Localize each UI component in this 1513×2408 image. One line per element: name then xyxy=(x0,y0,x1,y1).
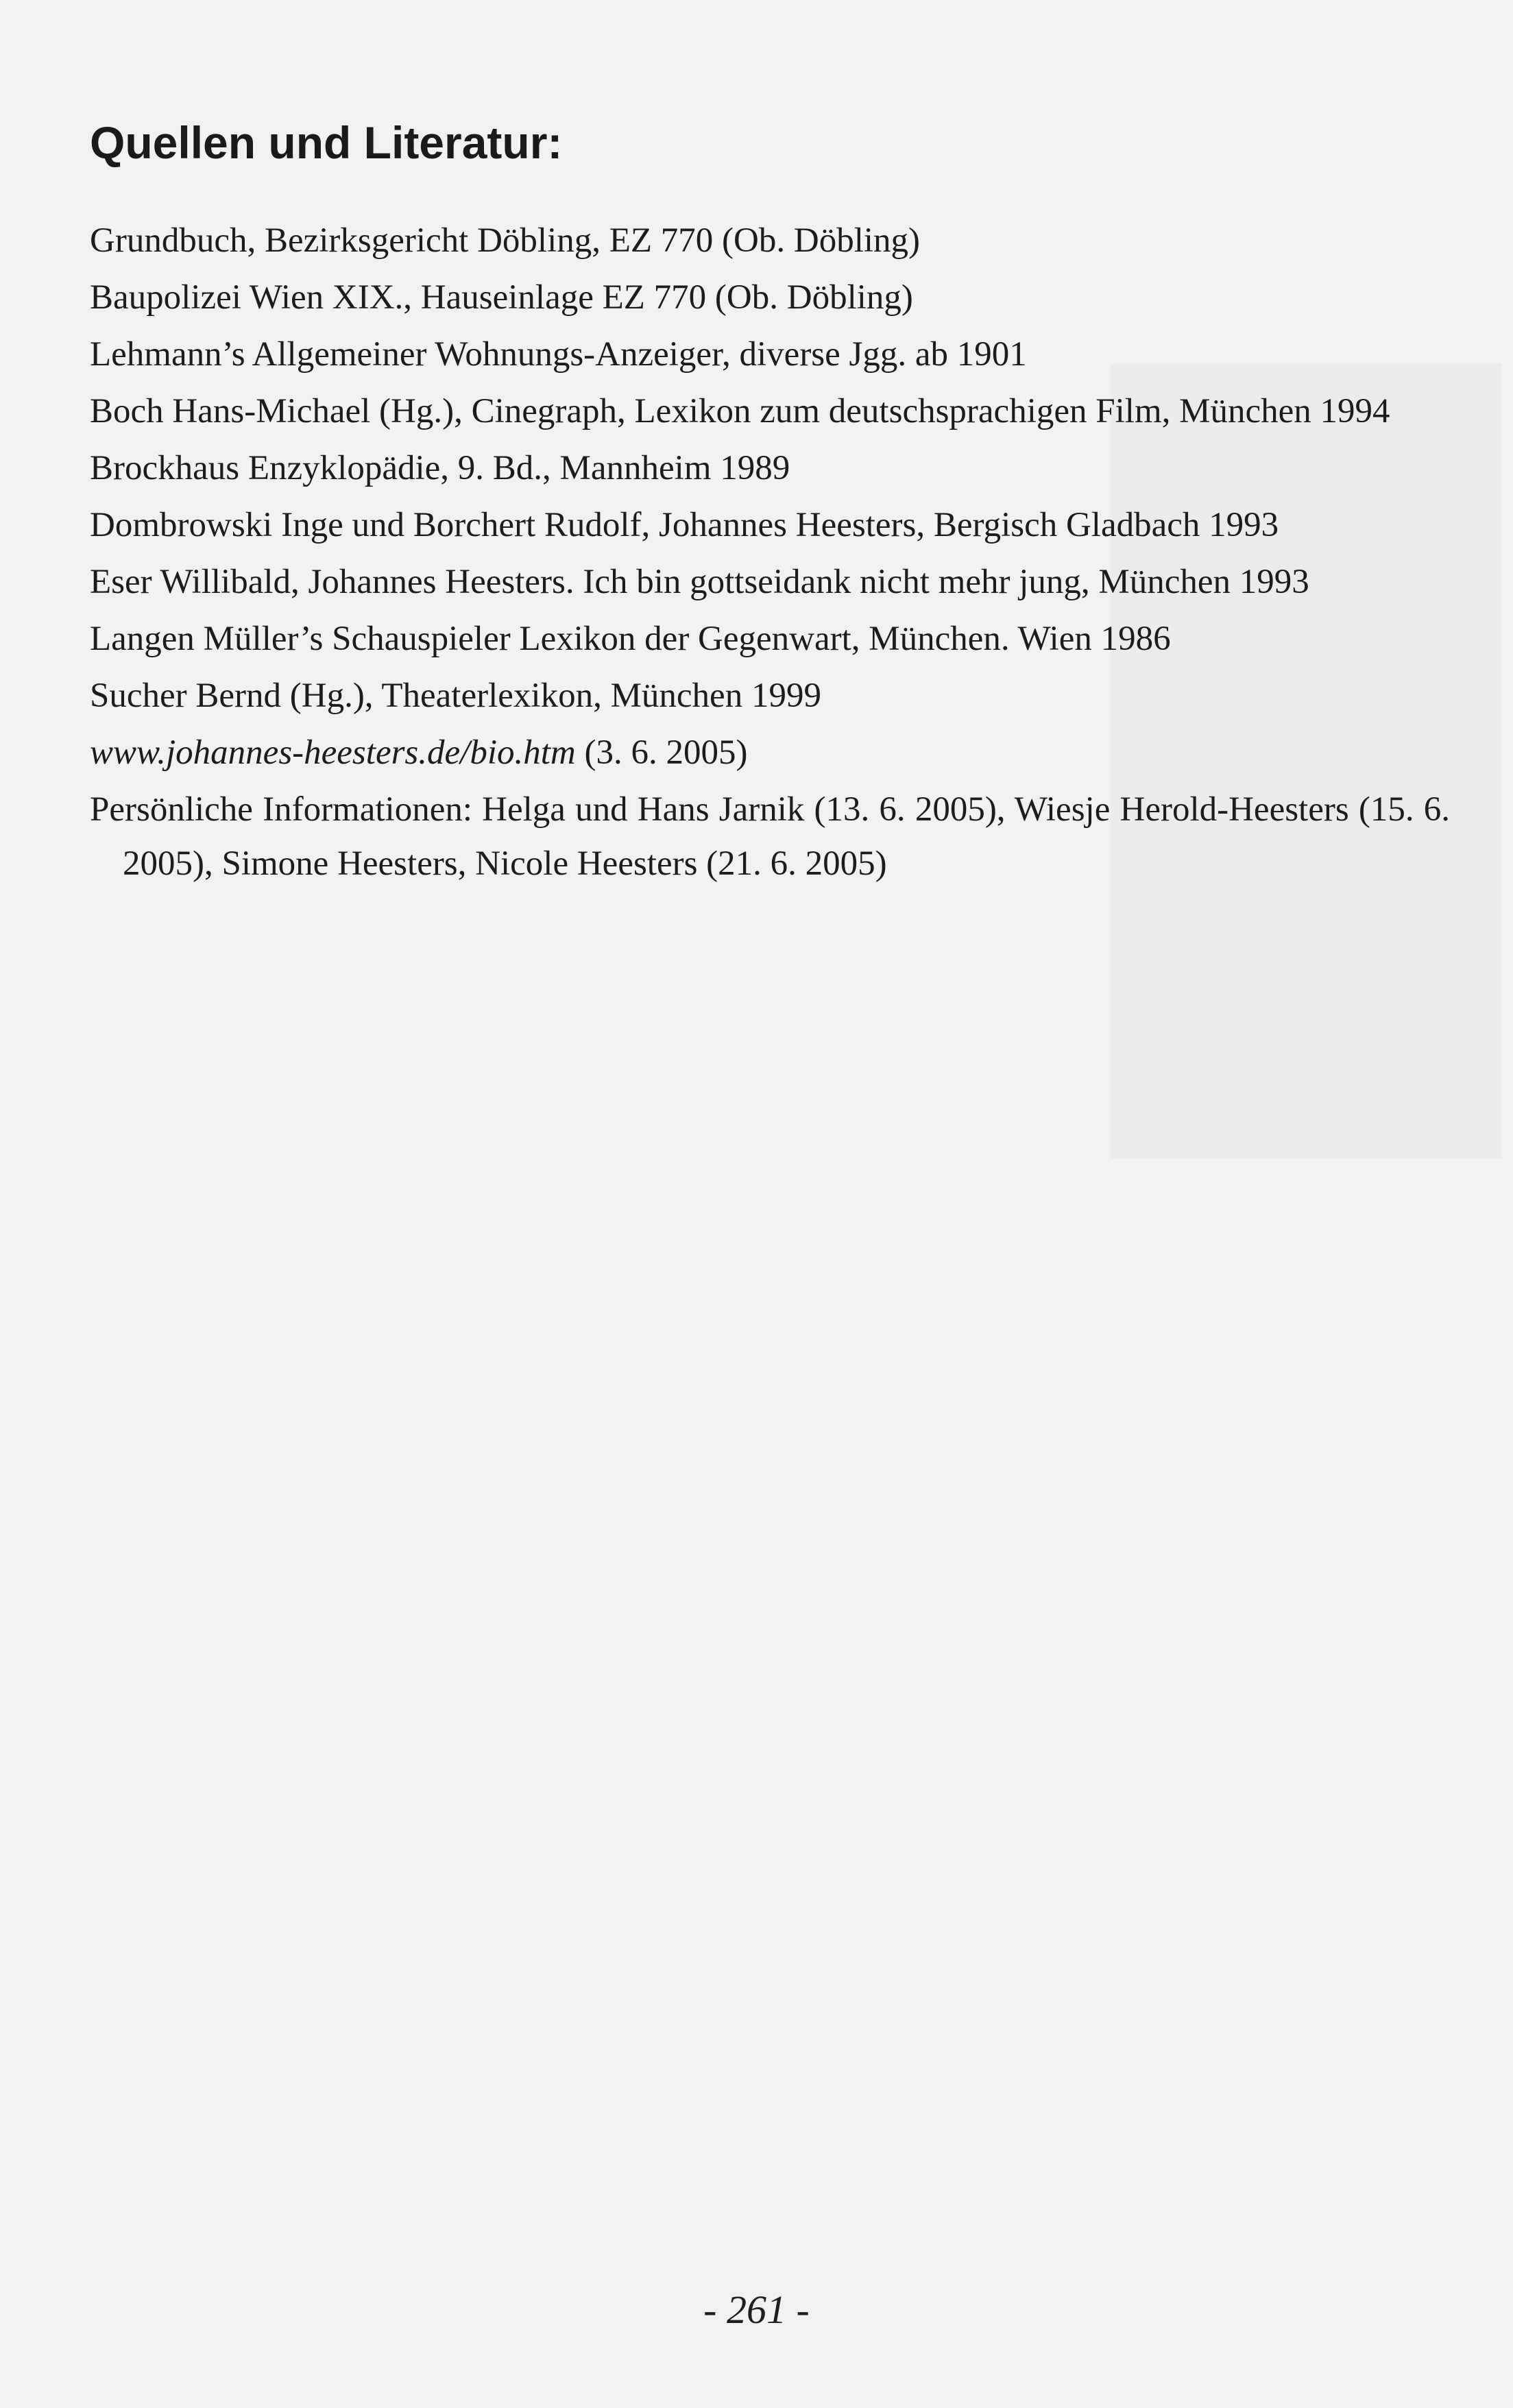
reference-entry xyxy=(90,555,1450,609)
reference-text: Brockhaus Enzyklopädie, 9. Bd., Mannheim 1989 xyxy=(90,449,790,487)
reference-entry xyxy=(90,385,1450,439)
reference-entry xyxy=(90,612,1450,666)
reference-access-date: (3. 6. 2005) xyxy=(575,733,748,772)
reference-text: Sucher Bernd (Hg.), Theaterlexikon, München 1999 xyxy=(90,677,821,715)
reference-text: Grundbuch, Bezirksgericht Döbling, EZ 770 (Ob. Döbling) xyxy=(90,221,921,260)
reference-list xyxy=(90,214,1450,894)
section-heading: Quellen und Literatur: xyxy=(90,117,563,168)
reference-entry xyxy=(90,328,1450,382)
reference-entry xyxy=(90,498,1450,552)
reference-entry xyxy=(90,214,1450,268)
reference-entry xyxy=(90,441,1450,496)
reference-entry xyxy=(90,271,1450,325)
reference-text: Dombrowski Inge und Borchert Rudolf, Johannes Heesters, Bergisch Gladbach 1993 xyxy=(90,506,1279,544)
page-number: - 261 - xyxy=(703,2287,810,2332)
reference-text: Persönliche Informationen: Helga und Hans Jarnik (13. 6. 2005), Wiesje Herold-Heesters (15. 6. 2005), Simone Heesters, Nicole Heesters (21. 6. 2005) xyxy=(90,790,1450,883)
reference-text: Eser Willibald, Johannes Heesters. Ich bin gottseidank nicht mehr jung, München 1993 xyxy=(90,563,1309,601)
reference-entry-web xyxy=(90,726,1450,780)
reference-text: Langen Müller’s Schauspieler Lexikon der Gegenwart, München. Wien 1986 xyxy=(90,620,1171,658)
reference-text: Boch Hans-Michael (Hg.), Cinegraph, Lexikon zum deutschsprachigen Film, München 1994 xyxy=(90,392,1390,430)
reference-text: Baupolizei Wien XIX., Hauseinlage EZ 770 (Ob. Döbling) xyxy=(90,278,913,317)
reference-text: Lehmann’s Allgemeiner Wohnungs-Anzeiger, diverse Jgg. ab 1901 xyxy=(90,335,1027,374)
reference-entry xyxy=(90,669,1450,723)
reference-entry xyxy=(90,783,1450,891)
reference-url[interactable]: www.johannes-heesters.de/bio.htm xyxy=(90,733,576,772)
